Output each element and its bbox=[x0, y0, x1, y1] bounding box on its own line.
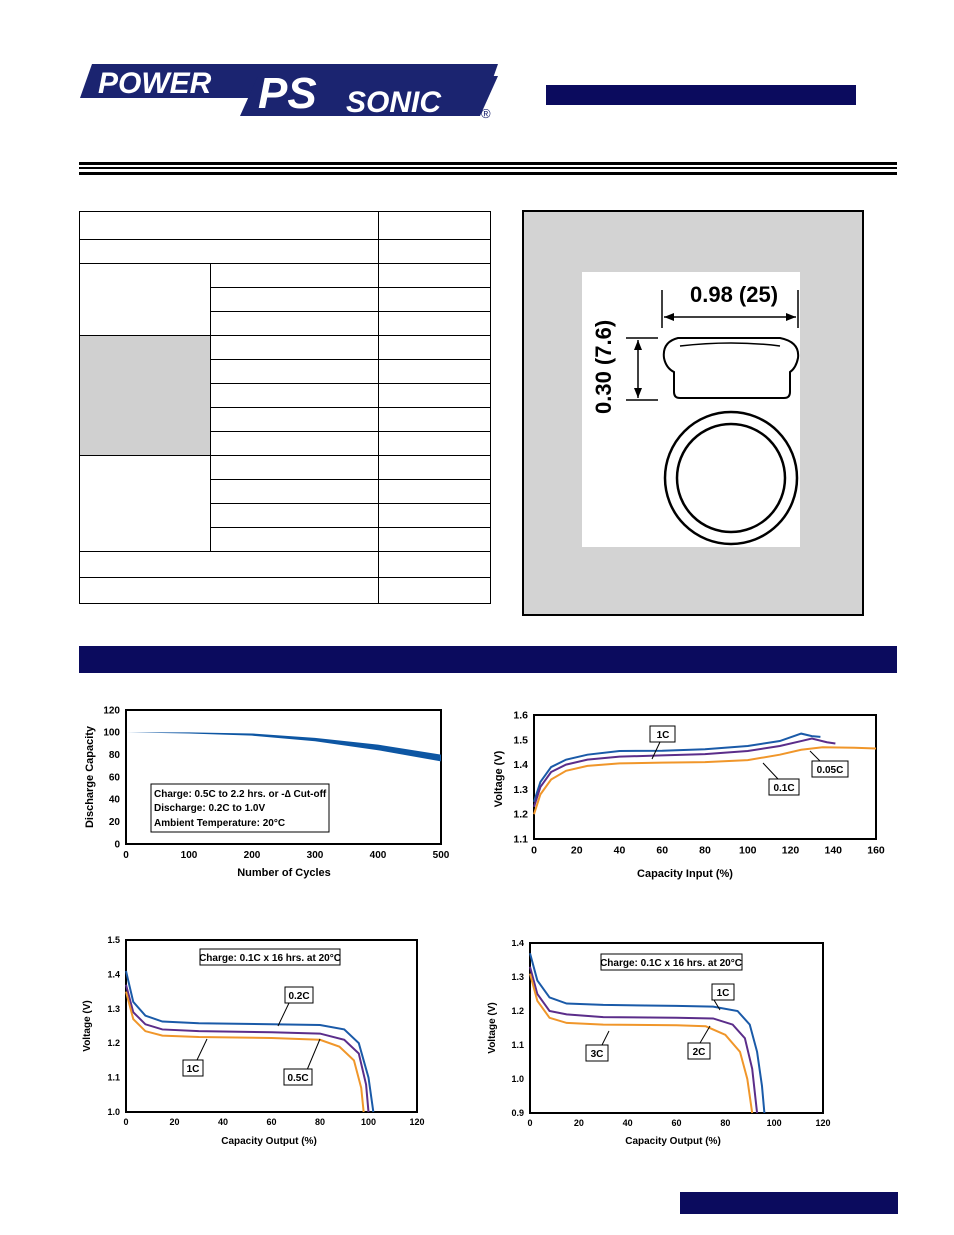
y-tick-label: 0.9 bbox=[511, 1108, 524, 1118]
y-tick-label: 1.5 bbox=[107, 935, 120, 945]
charge-label-1c: 1C bbox=[656, 730, 670, 741]
cycle-y-axis-label: Discharge Capacity bbox=[84, 725, 96, 829]
performance-section-bar bbox=[79, 646, 897, 673]
header-title-bar bbox=[546, 85, 856, 105]
x-tick-label: 120 bbox=[815, 1118, 831, 1128]
header-rule-1 bbox=[79, 162, 897, 165]
header-rule-2 bbox=[79, 167, 897, 169]
x-tick-label: 0 bbox=[123, 850, 129, 861]
dh-x-axis-label: Capacity Output (%) bbox=[625, 1136, 721, 1147]
width-dimension-label: 0.98 (25) bbox=[690, 282, 779, 307]
x-tick-label: 20 bbox=[573, 1118, 584, 1128]
x-tick-label: 100 bbox=[738, 844, 757, 857]
x-tick-label: 40 bbox=[622, 1118, 633, 1128]
x-tick-label: 500 bbox=[432, 850, 450, 861]
x-tick-label: 80 bbox=[699, 844, 711, 857]
y-tick-label: 1.3 bbox=[513, 783, 528, 796]
dh-label-2c: 2C bbox=[692, 1047, 706, 1058]
x-tick-label: 60 bbox=[671, 1118, 682, 1128]
x-tick-label: 120 bbox=[781, 844, 800, 857]
logo-registered-mark: ® bbox=[481, 106, 491, 120]
charge-x-axis-label: Capacity Input (%) bbox=[637, 868, 733, 880]
x-tick-label: 120 bbox=[409, 1117, 425, 1127]
spec-table bbox=[79, 211, 491, 604]
dl-legend-text: Charge: 0.1C x 16 hrs. at 20°C bbox=[199, 953, 341, 964]
discharge-high-rate-chart bbox=[484, 940, 844, 1152]
x-tick-label: 20 bbox=[169, 1117, 180, 1127]
dh-legend-text: Charge: 0.1C x 16 hrs. at 20°C bbox=[600, 958, 742, 969]
cycle-legend-discharge: Discharge: 0.2C to 1.0V bbox=[154, 803, 266, 814]
height-dimension-label: 0.30 (7.6) bbox=[591, 319, 616, 414]
dl-y-axis-label: Voltage (V) bbox=[82, 1000, 93, 1052]
y-tick-label: 120 bbox=[103, 705, 120, 717]
y-tick-label: 1.1 bbox=[511, 1040, 524, 1050]
dh-label-3c: 3C bbox=[590, 1049, 604, 1060]
y-tick-label: 1.2 bbox=[107, 1038, 120, 1049]
x-tick-label: 60 bbox=[656, 844, 669, 857]
y-tick-label: 40 bbox=[108, 794, 120, 806]
y-tick-label: 1.3 bbox=[511, 972, 524, 982]
x-tick-label: 100 bbox=[180, 850, 198, 861]
cycle-legend-charge: Charge: 0.5C to 2.2 hrs. or -∆ Cut-off bbox=[154, 789, 327, 800]
x-tick-label: 40 bbox=[217, 1117, 229, 1127]
x-tick-label: 0 bbox=[123, 1117, 129, 1127]
charge-label-01c: 0.1C bbox=[773, 783, 795, 794]
y-tick-label: 20 bbox=[108, 817, 120, 828]
x-tick-label: 60 bbox=[266, 1117, 277, 1127]
y-tick-label: 1.0 bbox=[107, 1107, 120, 1117]
cycle-x-axis-label: Number of Cycles bbox=[237, 867, 331, 879]
x-tick-label: 80 bbox=[720, 1118, 731, 1128]
x-tick-label: 200 bbox=[243, 850, 261, 861]
discharge-low-rate-chart bbox=[79, 935, 434, 1150]
y-tick-label: 1.5 bbox=[513, 734, 528, 747]
x-tick-label: 0 bbox=[527, 1118, 533, 1128]
battery-top-view-inner bbox=[677, 424, 785, 532]
x-tick-label: 0 bbox=[531, 844, 537, 857]
y-tick-label: 1.2 bbox=[511, 1006, 524, 1016]
logo-ps-text: PS bbox=[258, 69, 317, 118]
y-tick-label: 1.3 bbox=[107, 1003, 120, 1014]
y-tick-label: 1.1 bbox=[107, 1072, 120, 1083]
charge-voltage-chart bbox=[488, 707, 888, 887]
x-tick-label: 40 bbox=[613, 844, 626, 857]
x-tick-label: 100 bbox=[360, 1117, 377, 1127]
y-tick-label: 1.2 bbox=[513, 808, 528, 821]
x-tick-label: 20 bbox=[570, 844, 583, 857]
dh-label-1c: 1C bbox=[716, 988, 730, 999]
y-tick-label: 1.4 bbox=[107, 969, 120, 980]
y-tick-label: 80 bbox=[108, 750, 120, 761]
charge-y-axis-label: Voltage (V) bbox=[493, 750, 505, 808]
logo-power-text: POWER bbox=[98, 67, 212, 100]
dl-label-02c: 0.2C bbox=[288, 991, 310, 1002]
x-tick-label: 160 bbox=[867, 844, 885, 857]
y-tick-label: 1.6 bbox=[513, 709, 528, 722]
cycle-life-chart bbox=[79, 700, 459, 885]
y-tick-label: 1.1 bbox=[513, 833, 528, 846]
footer-bar bbox=[680, 1192, 898, 1214]
y-tick-label: 1.0 bbox=[511, 1074, 524, 1084]
dh-y-axis-label: Voltage (V) bbox=[487, 1002, 498, 1054]
charge-label-005c: 0.05C bbox=[816, 765, 844, 776]
power-sonic-logo bbox=[78, 58, 503, 120]
header-rule-3 bbox=[79, 172, 897, 175]
y-tick-label: 0 bbox=[114, 839, 120, 851]
dl-x-axis-label: Capacity Output (%) bbox=[221, 1136, 317, 1147]
x-tick-label: 140 bbox=[824, 844, 843, 857]
battery-side-view bbox=[664, 338, 798, 398]
logo-sonic-text: SONIC bbox=[346, 86, 442, 119]
y-tick-label: 60 bbox=[108, 772, 120, 784]
x-tick-label: 80 bbox=[314, 1117, 326, 1127]
dl-label-05c: 0.5C bbox=[287, 1073, 309, 1084]
battery-dimension-drawing bbox=[582, 272, 800, 547]
y-tick-label: 100 bbox=[103, 727, 120, 739]
y-tick-label: 1.4 bbox=[513, 759, 528, 772]
dl-label-1c: 1C bbox=[186, 1064, 200, 1075]
x-tick-label: 300 bbox=[306, 850, 324, 861]
x-tick-label: 100 bbox=[766, 1118, 782, 1128]
y-tick-label: 1.4 bbox=[511, 940, 524, 948]
cycle-legend-temperature: Ambient Temperature: 20°C bbox=[154, 818, 286, 829]
x-tick-label: 400 bbox=[369, 850, 387, 861]
